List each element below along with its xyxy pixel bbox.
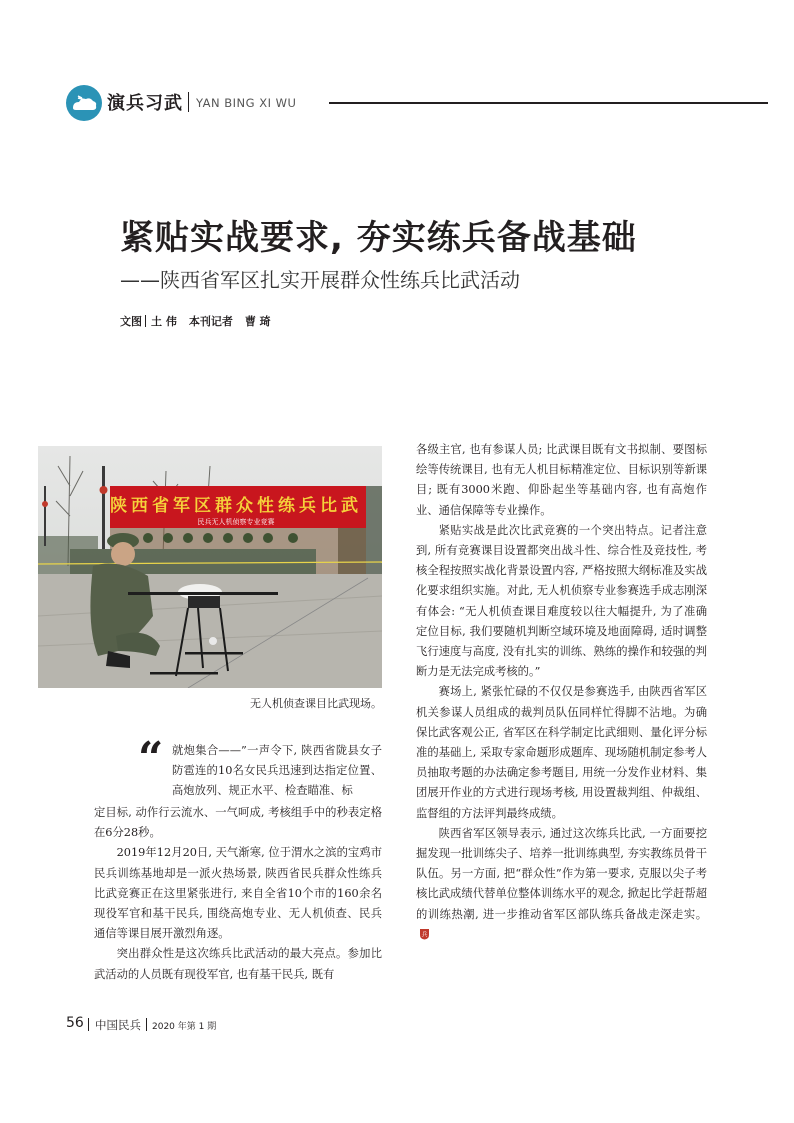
paragraph-5: 赛场上, 紧张忙碌的不仅仅是参赛选手, 由陕西省军区机关参谋人员组成的裁判员队伍同样忙得脚不沾地。为确保比武客观公正, 省军区在科学制定比武细则、量化评分标准的基础上, 采取专家命题形成题库、现场随机制定参考人员抽取考题的办法确定参考题目, 用统一分发作业材料、集团展开作业的方式进行现场考核, 用设置裁判组、仲裁组、监督组的方法评判最终成绩。 — [416, 685, 707, 820]
article-photo — [38, 446, 382, 688]
end-mark-icon — [419, 928, 430, 940]
left-column — [94, 803, 382, 985]
photo-caption: 无人机侦查课目比武现场。 — [250, 697, 382, 710]
paragraph-6-text: 陕西省军区领导表示, 通过这次练兵比武, 一方面要挖掘发现一批训练尖子、培养一批训练典型, 夯实教练员骨干队伍。另一方面, 把“群众性”作为第一要求, 克服以尖子考核比武成绩代替单位整体训练水平的观念, 掀起比学赶帮超的训练热潮, 进一步推动省军区部队练兵备战走深走实。 — [416, 826, 707, 921]
paragraph-3-continued: 各级主官, 也有参谋人员; 比武课目既有文书拟制、要图标绘等传统课目, 也有无人机目标精准定位、目标识别等新课目; 既有3000米跑、仰卧起坐等基础内容, 也有高炮作业、通信保障等专业操作。 — [416, 443, 707, 517]
lead-paragraph-rest: 定目标, 动作行云流水、一气呵成, 考核组手中的秒表定格在6分28秒。 — [94, 806, 382, 840]
header-rule — [329, 102, 768, 104]
section-logo — [66, 85, 102, 121]
paragraph-3: 突出群众性是这次练兵比武活动的最大亮点。参加比武活动的人员既有现役军官, 也有基干民兵, 既有 — [94, 947, 382, 981]
footer-divider — [146, 1018, 147, 1031]
magazine-name: 中国民兵 — [95, 1018, 141, 1032]
tank-cloud-icon — [66, 85, 102, 121]
lead-paragraph-start — [172, 741, 382, 802]
author-1: 土 伟 — [151, 315, 177, 328]
article-title: 紧贴实战要求, 夯实练兵备战基础 — [120, 218, 637, 258]
section-divider — [188, 92, 189, 112]
footer-divider — [88, 1018, 89, 1031]
article-subtitle: ——陕西省军区扎实开展群众性练兵比武活动 — [120, 268, 520, 292]
page-number: 56 — [66, 1015, 84, 1031]
issue-number: 2020 年第 1 期 — [152, 1022, 217, 1032]
byline — [120, 313, 271, 329]
svg-text:兵: 兵 — [421, 931, 428, 939]
author-2: 曹 琦 — [244, 315, 271, 328]
paragraph-4: 紧贴实战是此次比武竞赛的一个突出特点。记者注意到, 所有竞赛课目设置都突出战斗性、综合性及竞技性, 考核全程按照实战化背景设置内容, 严格按照大纲标准及实战化要求组织实施。对此, 无人机侦察专业参赛选手成志刚深有体会: “无人机侦查课目难度较以往大幅提升, 为了准确定位目标, 我们要随机判断空域环境及地面障碍, 适时调整飞行速度与高度, 没有扎实的训练、熟练的操作和较强的判断力是无法完成考核的。” — [416, 523, 707, 679]
byline-label: 文图 — [120, 315, 142, 328]
open-quote-mark: “ — [138, 733, 164, 784]
section-title: 演兵习武 — [107, 93, 183, 114]
banner-sub-text: 民兵无人机侦察专业竞赛 — [197, 518, 275, 526]
banner-main-text: 陕西省军区群众性练兵比武 — [110, 496, 362, 516]
paragraph-2: 2019年12月20日, 天气渐寒, 位于渭水之滨的宝鸡市民兵训练基地却是一派火热场景, 陕西省民兵群众性练兵比武竞赛正在这里紧张进行, 来自全省10个市的160余名现役军官和基干民兵, 围绕高炮专业、无人机侦查、民兵通信等课目展开激烈角逐。 — [94, 846, 382, 941]
byline-divider — [145, 315, 146, 327]
section-title-pinyin: YAN BING XI WU — [196, 96, 297, 110]
drone-competition-photo — [38, 446, 382, 688]
right-column — [416, 440, 707, 945]
lead-first-lines: 就炮集合——”一声令下, 陕西省陇县女子防雹连的10名女民兵迅速到达指定位置、高炮放列、规正水平、检查瞄准、标 — [172, 744, 382, 798]
reporter-label: 本刊记者 — [188, 315, 233, 328]
paragraph-6 — [416, 824, 707, 945]
